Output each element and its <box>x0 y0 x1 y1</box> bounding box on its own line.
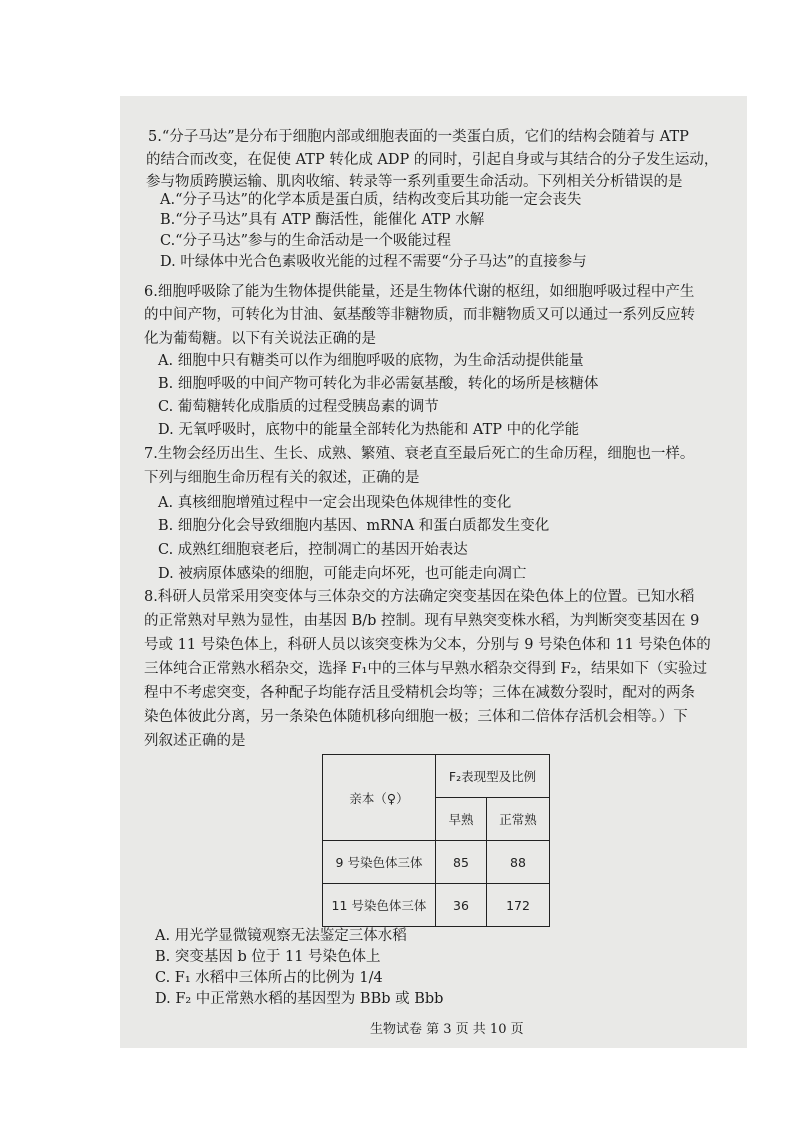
q7-option-c: C. 成熟红细胞衰老后，控制凋亡的基因开始表达 <box>158 542 468 558</box>
row-normal: 172 <box>487 884 550 927</box>
q7-option-a: A. 真核细胞增殖过程中一定会出现染色体规律性的变化 <box>158 495 512 511</box>
row-parent: 11 号染色体三体 <box>323 884 436 927</box>
q7-option-b: B. 细胞分化会导致细胞内基因、mRNA 和蛋白质都发生变化 <box>158 518 550 534</box>
q8-option-d: D. F₂ 中正常熟水稻的基因型为 BBb 或 Bbb <box>155 991 444 1007</box>
q6-option-d: D. 无氧呼吸时，底物中的能量全部转化为热能和 ATP 中的化学能 <box>158 422 580 438</box>
q8-stem-line-1: 8.科研人员常采用突变体与三体杂交的方法确定突变基因在染色体上的位置。已知水稻 <box>144 589 695 605</box>
row-early: 85 <box>436 841 487 884</box>
q7-stem-line-1: 7.生物会经历出生、生长、成熟、繁殖、衰老直至最后死亡的生命历程，细胞也一样。 <box>144 446 695 462</box>
q5-option-a: A.“分子马达”的化学本质是蛋白质，结构改变后其功能一定会丧失 <box>160 192 582 208</box>
q8-option-a: A. 用光学显微镜观察无法鉴定三体水稻 <box>155 928 407 944</box>
col-normal-header: 正常熟 <box>487 798 550 841</box>
row-early: 36 <box>436 884 487 927</box>
q5-option-d: D. 叶绿体中光合色素吸收光能的过程不需要“分子马达”的直接参与 <box>160 254 587 270</box>
table-row <box>323 841 550 884</box>
q8-stem-line-3: 号或 11 号染色体上，科研人员以该突变株为父本，分别与 9 号染色体和 11 号染色体的 <box>144 637 711 653</box>
q8-stem-line-4: 三体纯合正常熟水稻杂交，选择 F₁中的三体与早熟水稻杂交得到 F₂，结果如下（实验过 <box>144 661 707 677</box>
row-parent: 9 号染色体三体 <box>323 841 436 884</box>
parent-header: 亲本（♀） <box>323 755 436 841</box>
page-footer: 生物试卷 第 3 页 共 10 页 <box>370 1022 524 1037</box>
f2-results-table <box>322 754 550 927</box>
q8-option-b: B. 突变基因 b 位于 11 号染色体上 <box>155 949 381 965</box>
row-normal: 88 <box>487 841 550 884</box>
q5-stem-line-1: 5.“分子马达”是分布于细胞内部或细胞表面的一类蛋白质，它们的结构会随着与 ATP <box>148 129 689 145</box>
q8-stem-line-6: 染色体彼此分离，另一条染色体随机移向细胞一极；三体和二倍体存活机会相等。）下 <box>144 709 688 725</box>
f2-header: F₂表现型及比例 <box>436 755 550 798</box>
q6-option-c: C. 葡萄糖转化成脂质的过程受胰岛素的调节 <box>158 399 439 415</box>
q5-stem-line-3: 参与物质跨膜运输、肌肉收缩、转录等一系列重要生命活动。下列相关分析错误的是 <box>146 174 683 190</box>
q6-stem-line-3: 化为葡萄糖。以下有关说法正确的是 <box>144 331 376 347</box>
col-early-header: 早熟 <box>436 798 487 841</box>
q8-stem-line-2: 的正常熟对早熟为显性，由基因 B/b 控制。现有早熟突变株水稻，为判断突变基因在 9 <box>144 613 700 629</box>
q6-option-b: B. 细胞呼吸的中间产物可转化为非必需氨基酸，转化的场所是核糖体 <box>158 376 599 392</box>
q6-stem-line-2: 的中间产物，可转化为甘油、氨基酸等非糖物质，而非糖物质又可以通过一系列反应转 <box>144 307 695 323</box>
q8-option-c: C. F₁ 水稻中三体所占的比例为 1/4 <box>155 970 383 986</box>
q7-option-d: D. 被病原体感染的细胞，可能走向坏死，也可能走向凋亡 <box>158 566 527 582</box>
q5-stem-line-2: 的结合而改变，在促使 ATP 转化成 ADP 的同时，引起自身或与其结合的分子发生运动， <box>146 152 719 168</box>
q6-stem-line-1: 6.细胞呼吸除了能为生物体提供能量，还是生物体代谢的枢纽，如细胞呼吸过程中产生 <box>144 284 695 300</box>
q5-option-b: B.“分子马达”具有 ATP 酶活性，能催化 ATP 水解 <box>160 212 485 228</box>
table-row <box>323 884 550 927</box>
q5-option-c: C.“分子马达”参与的生命活动是一个吸能过程 <box>160 233 452 249</box>
q8-stem-line-5: 程中不考虑突变，各种配子均能存活且受精机会均等；三体在减数分裂时，配对的两条 <box>144 685 695 701</box>
q7-stem-line-2: 下列与细胞生命历程有关的叙述，正确的是 <box>144 470 420 486</box>
q6-option-a: A. 细胞中只有糖类可以作为细胞呼吸的底物，为生命活动提供能量 <box>158 353 584 369</box>
q8-stem-line-7: 列叙述正确的是 <box>144 733 246 749</box>
